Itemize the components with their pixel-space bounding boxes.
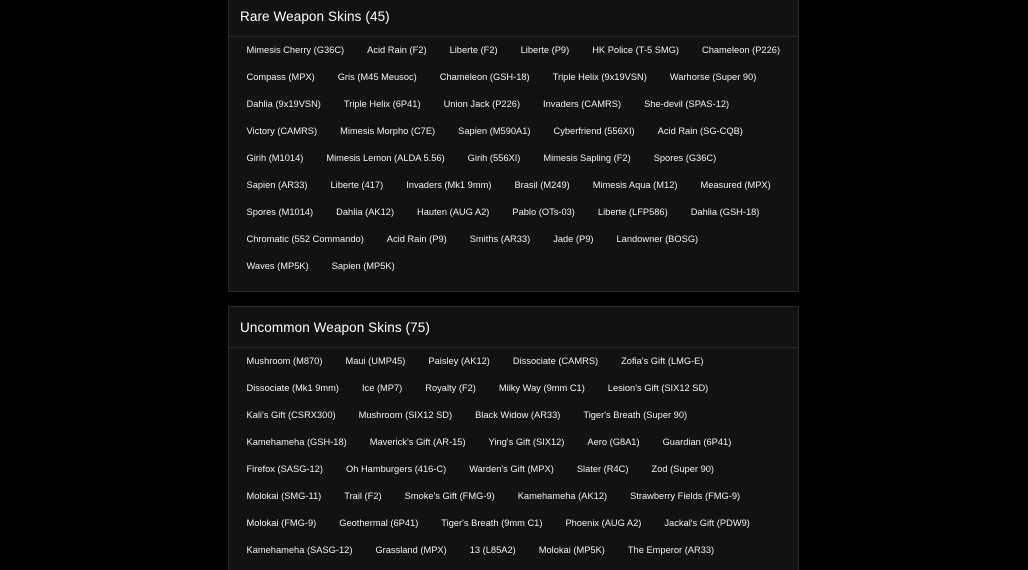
weapon-skin-item[interactable]: Sapien (M590A1): [458, 126, 531, 136]
weapon-skin-item[interactable]: Royalty (F2): [425, 383, 476, 393]
weapon-skin-item[interactable]: Mushroom (M870): [246, 356, 323, 366]
weapon-skin-item[interactable]: Guardian (6P41): [662, 437, 732, 447]
weapon-skin-item[interactable]: Maui (UMP45): [345, 356, 406, 366]
weapon-skin-item[interactable]: Liberte (417): [330, 180, 384, 190]
weapon-skin-item[interactable]: Milky Way (9mm C1): [498, 383, 585, 393]
weapon-skin-item[interactable]: Invaders (CAMRS): [543, 99, 622, 109]
weapon-skin-item[interactable]: Black Widow (AR33): [475, 410, 561, 420]
weapon-skin-item[interactable]: Dahlia (GSH-18): [690, 207, 760, 217]
skin-row: [235, 375, 792, 402]
weapon-skin-item[interactable]: Pablo (OTs-03): [512, 207, 575, 217]
weapon-skin-item[interactable]: Slater (R4C): [576, 464, 629, 474]
weapon-skin-item[interactable]: Waves (MP5K): [246, 261, 309, 271]
weapon-skin-item[interactable]: Union Jack (P226): [443, 99, 521, 109]
weapon-skin-item[interactable]: Mimesis Sapling (F2): [543, 153, 631, 163]
weapon-skin-item[interactable]: Brasil (M249): [514, 180, 570, 190]
weapon-skin-item[interactable]: Aero (G8A1): [587, 437, 640, 447]
skin-row: [235, 456, 792, 483]
weapon-skin-item[interactable]: Liberte (LFP586): [597, 207, 668, 217]
weapon-skin-item[interactable]: Mimesis Aqua (M12): [592, 180, 678, 190]
rare-weapon-skins-list: [229, 37, 798, 280]
weapon-skin-item[interactable]: Molokai (SMG-11): [246, 491, 322, 501]
weapon-skin-item[interactable]: Grassland (MPX): [375, 545, 447, 555]
weapon-skin-item[interactable]: Liberte (F2): [449, 45, 498, 55]
weapon-skin-item[interactable]: Mushroom (SIX12 SD): [358, 410, 453, 420]
weapon-skin-item[interactable]: Kamehameha (SASG-12): [246, 545, 353, 555]
weapon-skin-item[interactable]: Kali's Gift (CSRX300): [246, 410, 336, 420]
weapon-skin-item[interactable]: Trail (F2): [344, 491, 382, 501]
skin-row: [235, 91, 792, 118]
weapon-skin-item[interactable]: Zofia's Gift (LMG-E): [621, 356, 704, 366]
weapon-skin-item[interactable]: Phoenix (AUG A2): [565, 518, 642, 528]
weapon-skin-item[interactable]: Lesion's Gift (SIX12 SD): [607, 383, 709, 393]
weapon-skin-item[interactable]: Kamehameha (GSH-18): [246, 437, 347, 447]
weapon-skin-item[interactable]: Oh Hamburgers (416-C): [345, 464, 447, 474]
skin-row: [235, 172, 792, 199]
weapon-skin-item[interactable]: Compass (MPX): [246, 72, 315, 82]
uncommon-weapon-skins-header: [229, 307, 798, 348]
weapon-skin-item[interactable]: Geothermal (6P41): [339, 518, 419, 528]
skin-row: [235, 348, 792, 375]
weapon-skin-item[interactable]: Triple Helix (6P41): [343, 99, 421, 109]
weapon-skin-item[interactable]: Girih (M1014): [246, 153, 304, 163]
weapon-skin-item[interactable]: Gris (M45 Meusoc): [337, 72, 417, 82]
weapon-skin-item[interactable]: Maverick's Gift (AR-15): [369, 437, 466, 447]
skin-row: [235, 118, 792, 145]
weapon-skin-item[interactable]: Spores (G36C): [653, 153, 717, 163]
weapon-skin-item[interactable]: Hauten (AUG A2): [417, 207, 490, 217]
weapon-skin-item[interactable]: Girih (556XI): [467, 153, 521, 163]
weapon-skin-item[interactable]: Mimesis Morpho (C7E): [340, 126, 436, 136]
uncommon-weapon-skins-title: Uncommon Weapon Skins (75): [240, 319, 430, 335]
skin-row: [235, 145, 792, 172]
weapon-skin-item[interactable]: Warden's Gift (MPX): [469, 464, 554, 474]
skin-row: [235, 402, 792, 429]
weapon-skin-item[interactable]: Dahlia (AK12): [336, 207, 395, 217]
skin-row: [235, 510, 792, 537]
weapon-skin-item[interactable]: The Emperor (AR33): [627, 545, 715, 555]
weapon-skin-item[interactable]: Acid Rain (SG-CQB): [657, 126, 743, 136]
weapon-skin-item[interactable]: Smoke's Gift (FMG-9): [404, 491, 495, 501]
weapon-skin-item[interactable]: Invaders (Mk1 9mm): [406, 180, 492, 190]
skin-row: [235, 483, 792, 510]
rare-weapon-skins-header: [229, 0, 798, 37]
weapon-skin-item[interactable]: Jackal's Gift (PDW9): [664, 518, 750, 528]
weapon-skin-item[interactable]: She-devil (SPAS-12): [644, 99, 730, 109]
skin-row: [235, 429, 792, 456]
weapon-skin-item[interactable]: Dissociate (CAMRS): [512, 356, 599, 366]
skin-row: [235, 226, 792, 253]
skin-row: [235, 37, 792, 64]
weapon-skin-item[interactable]: Chameleon (P226): [702, 45, 781, 55]
weapon-skin-item[interactable]: Paisley (AK12): [428, 356, 490, 366]
weapon-skin-item[interactable]: Tiger's Breath (9mm C1): [441, 518, 543, 528]
uncommon-weapon-skins-list: [229, 348, 798, 564]
skin-row: [235, 64, 792, 91]
weapon-skin-item[interactable]: Chameleon (GSH-18): [439, 72, 530, 82]
weapon-skin-item[interactable]: Strawberry Fields (FMG-9): [630, 491, 741, 501]
weapon-skin-item[interactable]: Acid Rain (P9): [386, 234, 447, 244]
weapon-skin-item[interactable]: Jade (P9): [553, 234, 594, 244]
rare-weapon-skins-panel: [228, 0, 799, 292]
weapon-skin-item[interactable]: Ice (MP7): [361, 383, 403, 393]
weapon-skin-item[interactable]: Chromatic (552 Commando): [246, 234, 364, 244]
weapon-skin-item[interactable]: Spores (M1014): [246, 207, 314, 217]
weapon-skin-item[interactable]: Measured (MPX): [700, 180, 771, 190]
weapon-skin-item[interactable]: Zod (Super 90): [651, 464, 715, 474]
skin-row: [235, 253, 792, 280]
weapon-skin-item[interactable]: Firefox (SASG-12): [246, 464, 323, 474]
weapon-skin-item[interactable]: Warhorse (Super 90): [669, 72, 757, 82]
weapon-skin-item[interactable]: Dahlia (9x19VSN): [246, 99, 321, 109]
weapon-skin-item[interactable]: Mimesis Cherry (G36C): [246, 45, 345, 55]
weapon-skin-item[interactable]: Sapien (AR33): [246, 180, 308, 190]
weapon-skin-item[interactable]: Ying's Gift (SIX12): [488, 437, 565, 447]
weapon-skin-item[interactable]: Kamehameha (AK12): [517, 491, 608, 501]
weapon-skin-item[interactable]: Tiger's Breath (Super 90): [583, 410, 688, 420]
weapon-skin-item[interactable]: Molokai (MP5K): [538, 545, 605, 555]
weapon-skin-item[interactable]: Sapien (MP5K): [331, 261, 395, 271]
weapon-skin-item[interactable]: Victory (CAMRS): [246, 126, 318, 136]
skin-row: [235, 537, 792, 564]
weapon-skin-item[interactable]: HK Police (T-5 SMG): [592, 45, 679, 55]
weapon-skin-item[interactable]: Liberte (P9): [520, 45, 570, 55]
weapon-skin-item[interactable]: Mimesis Lemon (ALDA 5.56): [326, 153, 445, 163]
weapon-skin-item[interactable]: Acid Rain (F2): [367, 45, 427, 55]
weapon-skin-item[interactable]: 13 (L85A2): [469, 545, 516, 555]
weapon-skin-item[interactable]: Smiths (AR33): [469, 234, 531, 244]
weapon-skin-item[interactable]: Molokai (FMG-9): [246, 518, 317, 528]
rare-weapon-skins-title: Rare Weapon Skins (45): [240, 9, 390, 24]
skin-row: [235, 199, 792, 226]
weapon-skin-item[interactable]: Triple Helix (9x19VSN): [552, 72, 647, 82]
weapon-skin-item[interactable]: Landowner (BOSG): [616, 234, 699, 244]
weapon-skin-item[interactable]: Cyberfriend (556XI): [553, 126, 635, 136]
uncommon-weapon-skins-panel: [228, 306, 799, 570]
weapon-skin-item[interactable]: Dissociate (Mk1 9mm): [246, 383, 339, 393]
